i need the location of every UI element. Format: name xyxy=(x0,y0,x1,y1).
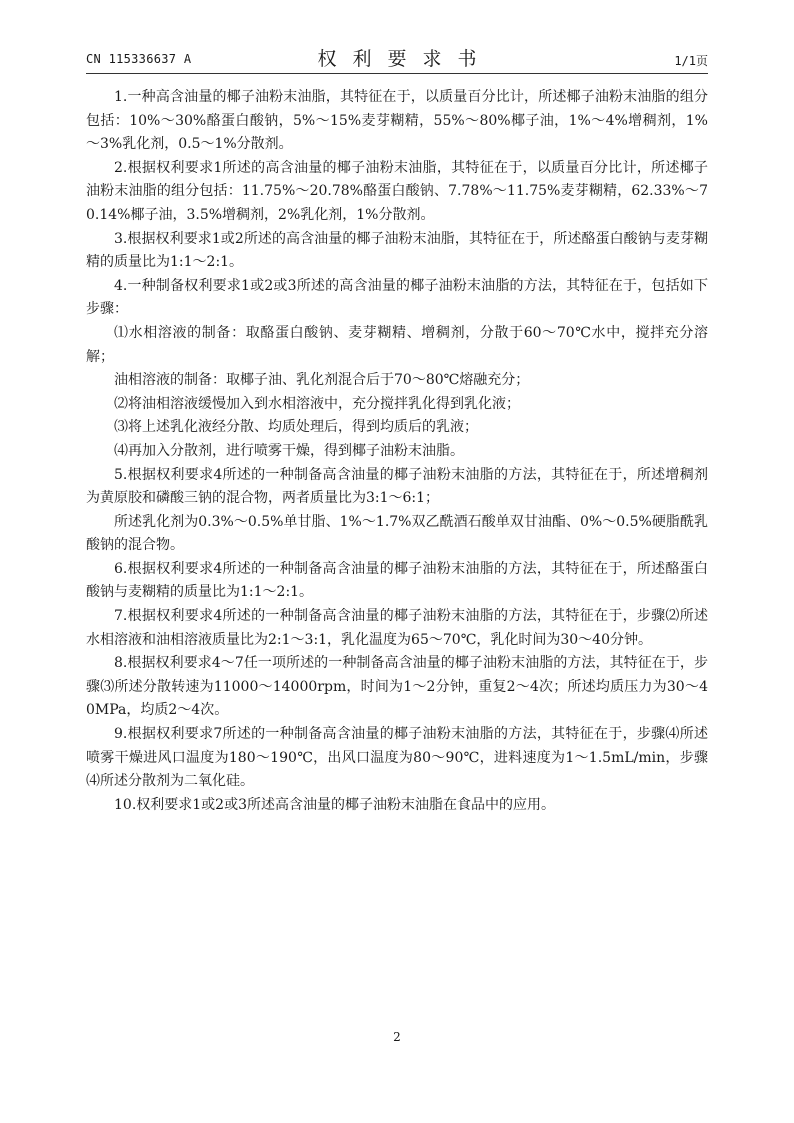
claim-4-oil-phase: 油相溶液的制备：取椰子油、乳化剂混合后于70～80℃熔融充分； xyxy=(114,372,530,389)
publication-number: CN 115336637 A xyxy=(86,52,192,66)
claim-4-step-3: ⑶将上述乳化液经分散、均质处理后，得到均质后的乳液； xyxy=(114,419,478,436)
claim-4: 4.一种制备权利要求1或2或3所述的高含油量的椰子油粉末油脂的方法，其特征在于，包括如下步骤： xyxy=(86,277,708,318)
page-indicator: 1/1页 xyxy=(674,54,708,68)
claim-5: 5.根据权利要求4所述的一种制备高含油量的椰子油粉末油脂的方法，其特征在于，所述增稠剂为黄原胶和磷酸三钠的混合物，两者质量比为3:1～6:1； xyxy=(86,466,708,507)
claim-4-step-4: ⑷再加入分散剂，进行喷雾干燥，得到椰子油粉末油脂。 xyxy=(114,442,464,459)
claim-9: 9.根据权利要求7所述的一种制备高含油量的椰子油粉末油脂的方法，其特征在于，步骤⑷所述喷雾干燥进风口温度为180～190℃，出风口温度为80～90℃，进料速度为1～1.5mL/min，步骤⑷所述分散剂为二氧化硅。 xyxy=(86,726,708,790)
claim-4-step-1: ⑴水相溶液的制备：取酪蛋白酸钠、麦芽糊精、增稠剂，分散于60～70℃水中，搅拌充分溶解； xyxy=(86,324,708,365)
page-number: 2 xyxy=(393,1030,401,1044)
claim-10: 10.权利要求1或2或3所述高含油量的椰子油粉末油脂在食品中的应用。 xyxy=(114,796,555,813)
claim-7: 7.根据权利要求4所述的一种制备高含油量的椰子油粉末油脂的方法，其特征在于，步骤⑵所述水相溶液和油相溶液质量比为2:1～3:1，乳化温度为65～70℃，乳化时间为30～40分钟。 xyxy=(86,608,708,648)
claim-5-emulsifier: 所述乳化剂为0.3%～0.5%单甘脂、1%～1.7%双乙酰酒石酸单双甘油酯、0%～0.5%硬脂酰乳酸钠的混合物。 xyxy=(86,513,708,554)
claims-body xyxy=(86,86,708,817)
claim-1: 1.一种高含油量的椰子油粉末油脂，其特征在于，以质量百分比计，所述椰子油粉末油脂的组分包括：10%～30%酪蛋白酸钠，5%～15%麦芽糊精，55%～80%椰子油，1%～4%增稠剂，1%～3%乳化剂，0.5～1%分散剂。 xyxy=(86,89,708,153)
claim-2: 2.根据权利要求1所述的高含油量的椰子油粉末油脂，其特征在于，以质量百分比计，所述椰子油粉末油脂的组分包括：11.75%～20.78%酪蛋白酸钠、7.78%～11.75%麦芽糊精，62.33%～70.14%椰子油，3.5%增稠剂，2%乳化剂，1%分散剂。 xyxy=(86,159,708,223)
claim-8: 8.根据权利要求4～7任一项所述的一种制备高含油量的椰子油粉末油脂的方法，其特征在于，步骤⑶所述分散转速为11000～14000rpm，时间为1～2分钟，重复2～4次；所述均质压力为30～40MPa，均质2～4次。 xyxy=(86,655,708,719)
claim-3: 3.根据权利要求1或2所述的高含油量的椰子油粉末油脂，其特征在于，所述酪蛋白酸钠与麦芽糊精的质量比为1:1～2:1。 xyxy=(86,230,708,271)
header-rule xyxy=(86,73,708,74)
claim-6: 6.根据权利要求4所述的一种制备高含油量的椰子油粉末油脂的方法，其特征在于，所述酪蛋白酸钠与麦糊精的质量比为1:1～2:1。 xyxy=(86,560,708,601)
page-header xyxy=(86,44,708,72)
claim-4-step-2: ⑵将油相溶液缓慢加入到水相溶液中，充分搅拌乳化得到乳化液； xyxy=(114,395,520,412)
document-title: 权利要求书 xyxy=(317,48,493,70)
